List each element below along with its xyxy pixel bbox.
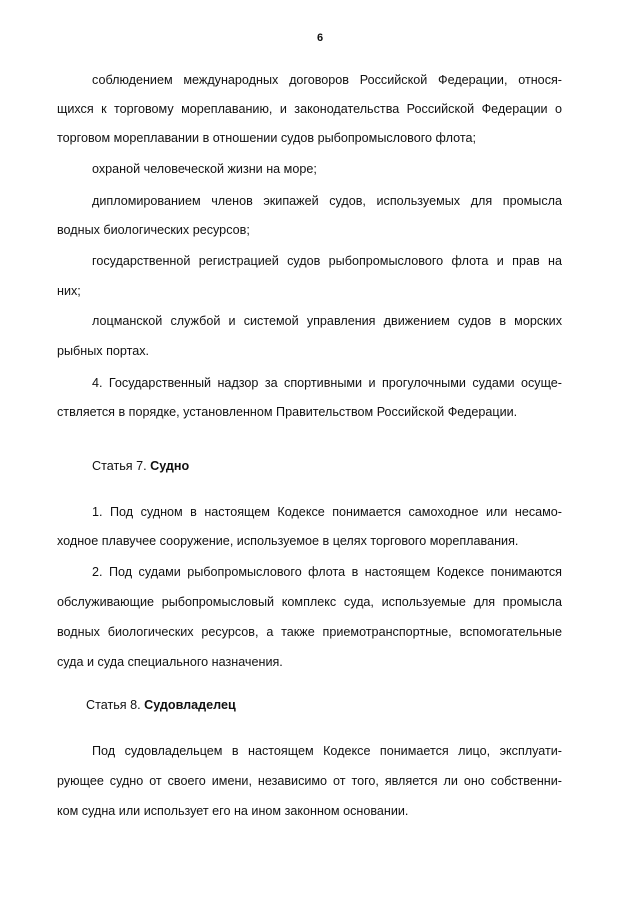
text-line: лоцманской службой и системой управления движением судов в морских (92, 314, 562, 328)
text-line: ком судна или использует его на ином законном основании. (57, 804, 409, 818)
page-number: 6 (316, 32, 324, 44)
text-line: ходное плавучее сооружение, используемое в целях торгового мореплавания. (57, 534, 519, 548)
text-line: водных биологических ресурсов, а также приемотранспортные, вспомогательные (57, 625, 562, 639)
text-line: торговом мореплавании в отношении судов рыбопромыслового флота; (57, 131, 476, 145)
text-line: суда и суда специального назначения. (57, 655, 283, 669)
article-7-prefix: Статья 7. (92, 459, 151, 473)
text-line: рыбных портах. (57, 344, 150, 358)
text-line: дипломированием членов экипажей судов, используемых для промысла (92, 194, 562, 208)
text-line: 2. Под судами рыбопромыслового флота в настоящем Кодексе понимаются (92, 565, 562, 579)
article-8-prefix: Статья 8. (86, 698, 145, 712)
text-line: ствляется в порядке, установленном Правительством Российской Федерации. (57, 405, 518, 419)
text-line: 4. Государственный надзор за спортивными и прогулочными судами осуще- (92, 376, 562, 390)
article-8-heading (86, 697, 236, 713)
text-line: Под судовладельцем в настоящем Кодексе понимается лицо, эксплуати- (92, 744, 562, 758)
text-line: обслуживающие рыбопромысловый комплекс суда, используемые для промысла (57, 595, 562, 609)
text-line: государственной регистрацией судов рыбопромыслового флота и прав на (92, 254, 562, 268)
article-7-title: Судно (150, 459, 190, 473)
text-line: водных биологических ресурсов; (57, 223, 250, 237)
text-line: щихся к торговому мореплаванию, и законодательства Российской Федерации о (57, 102, 562, 116)
article-7-heading (92, 458, 189, 474)
article-8-title: Судовладелец (144, 698, 236, 712)
text-line: 1. Под судном в настоящем Кодексе понимается самоходное или несамо- (92, 505, 562, 519)
text-line: охраной человеческой жизни на море; (92, 162, 317, 176)
text-line: соблюдением международных договоров Российской Федерации, относя- (92, 73, 562, 87)
text-line: рующее судно от своего имени, независимо от того, является ли оно собственни- (57, 774, 562, 788)
text-line: них; (57, 284, 81, 298)
